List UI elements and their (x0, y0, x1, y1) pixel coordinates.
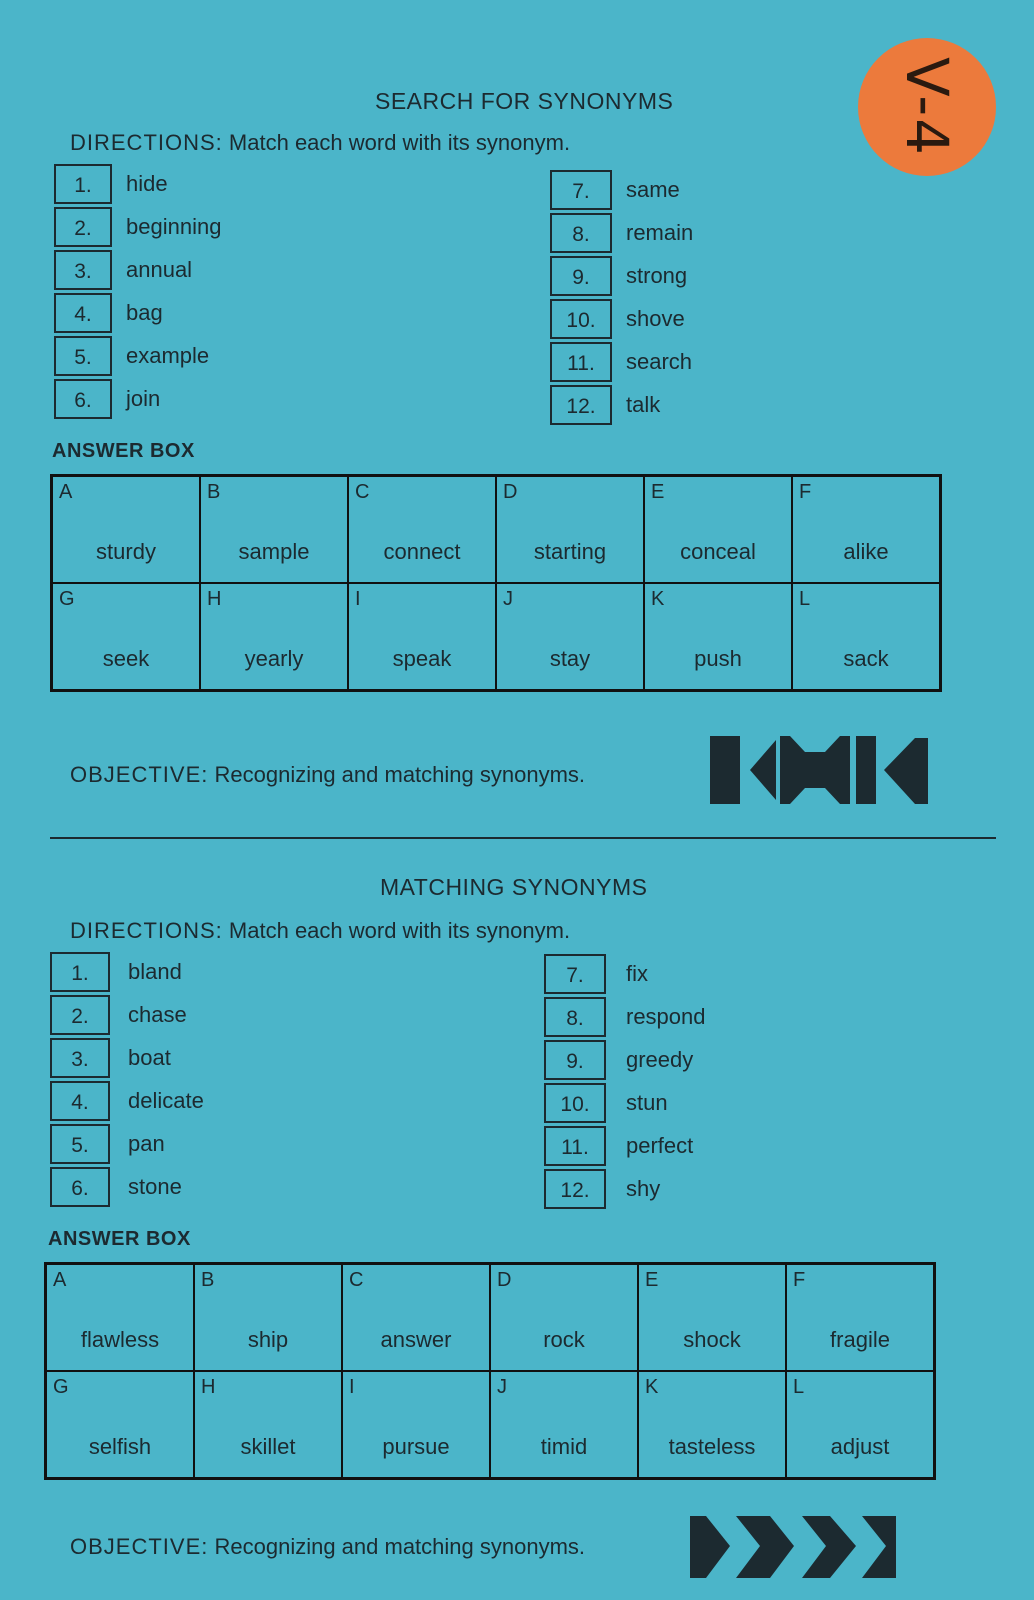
word: boat (128, 1044, 171, 1070)
card-badge (858, 38, 996, 176)
word: join (126, 385, 161, 411)
answer-cell (786, 1264, 935, 1372)
answer-letter: B (201, 1269, 215, 1291)
answer-box-label: ANSWER BOX (52, 440, 195, 462)
answer-cell (194, 1371, 342, 1479)
word: fix (626, 960, 648, 986)
word: shy (626, 1175, 661, 1201)
answer-letter: K (645, 1376, 659, 1398)
word: chase (128, 1001, 187, 1027)
answer-letter: A (59, 481, 73, 503)
list-item (54, 162, 221, 205)
list-item (550, 297, 693, 340)
directions (70, 130, 570, 156)
answer-slot[interactable]: 7. (544, 954, 606, 994)
answer-slot[interactable]: 3. (50, 1038, 110, 1078)
list-item (550, 211, 693, 254)
list-item (550, 383, 693, 426)
list-item (544, 1038, 706, 1081)
word-list-right (550, 168, 693, 426)
objective-label: OBJECTIVE: (70, 1534, 209, 1559)
answer-slot[interactable]: 1. (54, 164, 112, 204)
word: delicate (128, 1087, 204, 1113)
list-item (544, 1124, 706, 1167)
directions-text: Match each word with its synonym. (228, 918, 571, 943)
list-item (54, 377, 221, 420)
answer-slot[interactable]: 5. (50, 1124, 110, 1164)
badge-label: V-4 (893, 56, 961, 158)
answer-box (44, 1262, 936, 1480)
answer-letter: J (503, 588, 513, 610)
section-title: SEARCH FOR SYNONYMS (375, 88, 674, 114)
chevron-arrows-right-icon (690, 1512, 908, 1582)
objective (70, 762, 585, 788)
answer-word: sturdy (96, 539, 156, 564)
word: perfect (626, 1132, 694, 1158)
answer-letter: J (497, 1376, 507, 1398)
answer-letter: D (503, 481, 518, 503)
answer-letter: C (349, 1269, 364, 1291)
answer-word: tasteless (668, 1434, 756, 1459)
answer-cell (46, 1264, 195, 1372)
word-list-right (544, 952, 706, 1210)
word: respond (626, 1003, 706, 1029)
answer-word: ship (247, 1327, 289, 1352)
answer-box-label: ANSWER BOX (48, 1228, 191, 1250)
answer-word: flawless (80, 1327, 160, 1352)
word: remain (626, 219, 694, 245)
answer-letter: L (793, 1376, 805, 1398)
answer-cell (644, 476, 792, 584)
word-list-left (54, 162, 221, 420)
answer-cell (194, 1264, 342, 1372)
answer-letter: I (355, 588, 361, 610)
answer-slot[interactable]: 12. (544, 1169, 606, 1209)
answer-letter: G (53, 1376, 69, 1398)
word: bland (128, 958, 182, 984)
answer-slot[interactable]: 1. (50, 952, 110, 992)
directions (70, 918, 570, 944)
answer-cell (792, 476, 941, 584)
answer-cell (786, 1371, 935, 1479)
list-item (550, 340, 693, 383)
answer-slot[interactable]: 9. (544, 1040, 606, 1080)
answer-word: answer (380, 1327, 452, 1352)
list-item (50, 1036, 204, 1079)
answer-slot[interactable]: 8. (550, 213, 612, 253)
answer-slot[interactable]: 11. (544, 1126, 606, 1166)
objective-text: Recognizing and matching synonyms. (214, 762, 586, 787)
answer-slot[interactable]: 7. (550, 170, 612, 210)
objective (70, 1534, 585, 1560)
word: search (626, 348, 693, 374)
answer-cell (490, 1371, 638, 1479)
answer-word: stay (549, 646, 591, 671)
chevron-arrows-left-icon (710, 732, 928, 808)
word: stun (626, 1089, 668, 1115)
objective-text: Recognizing and matching synonyms. (214, 1534, 586, 1559)
list-item (54, 291, 221, 334)
answer-word: push (694, 646, 742, 671)
list-item (544, 995, 706, 1038)
directions-label: DIRECTIONS: (70, 130, 223, 155)
answer-cell (200, 583, 348, 691)
answer-word: skillet (240, 1434, 296, 1459)
directions-label: DIRECTIONS: (70, 918, 223, 943)
answer-letter: C (355, 481, 370, 503)
answer-slot[interactable]: 8. (544, 997, 606, 1037)
answer-word: conceal (680, 539, 756, 564)
directions-text: Match each word with its synonym. (228, 130, 571, 155)
answer-slot[interactable]: 12. (550, 385, 612, 425)
answer-cell (342, 1371, 490, 1479)
list-item (50, 1165, 204, 1208)
list-item (50, 950, 204, 993)
answer-cell (638, 1264, 786, 1372)
answer-slot[interactable]: 2. (54, 207, 112, 247)
word: annual (126, 256, 193, 282)
list-item (50, 993, 204, 1036)
answer-letter: B (207, 481, 221, 503)
answer-word: adjust (830, 1434, 890, 1459)
answer-letter: D (497, 1269, 512, 1291)
answer-word: rock (543, 1327, 585, 1352)
answer-letter: G (59, 588, 75, 610)
word: beginning (126, 213, 222, 239)
answer-letter: K (651, 588, 665, 610)
answer-word: sample (238, 539, 310, 564)
answer-letter: H (207, 588, 222, 610)
answer-word: shock (683, 1327, 741, 1352)
answer-cell (348, 583, 496, 691)
answer-word: seek (102, 646, 150, 671)
word: shove (626, 305, 685, 331)
answer-slot[interactable]: 5. (54, 336, 112, 376)
answer-letter: A (53, 1269, 67, 1291)
word: greedy (626, 1046, 694, 1072)
answer-slot[interactable]: 4. (54, 293, 112, 333)
answer-cell (490, 1264, 638, 1372)
section-title: MATCHING SYNONYMS (380, 874, 648, 900)
answer-word: speak (392, 646, 452, 671)
list-item (54, 205, 221, 248)
list-item (550, 168, 693, 211)
answer-cell (348, 476, 496, 584)
answer-cell (46, 1371, 195, 1479)
word: hide (126, 170, 168, 196)
answer-word: sack (843, 646, 889, 671)
answer-slot[interactable]: 4. (50, 1081, 110, 1121)
answer-word: connect (383, 539, 461, 564)
answer-cell (342, 1264, 490, 1372)
answer-word: yearly (244, 646, 304, 671)
answer-cell (52, 476, 201, 584)
answer-cell (496, 476, 644, 584)
answer-letter: F (793, 1269, 806, 1291)
answer-slot[interactable]: 6. (54, 379, 112, 419)
answer-letter: L (799, 588, 811, 610)
answer-cell (200, 476, 348, 584)
answer-slot[interactable]: 9. (550, 256, 612, 296)
answer-slot[interactable]: 2. (50, 995, 110, 1035)
answer-word: selfish (88, 1434, 152, 1459)
answer-word: timid (540, 1434, 588, 1459)
answer-cell (792, 583, 941, 691)
answer-cell (52, 583, 201, 691)
list-item (50, 1079, 204, 1122)
answer-cell (638, 1371, 786, 1479)
word: example (126, 342, 210, 368)
word: bag (126, 299, 163, 325)
answer-letter: E (645, 1269, 659, 1291)
answer-box (50, 474, 942, 692)
word: strong (626, 262, 688, 288)
answer-letter: I (349, 1376, 355, 1398)
list-item (544, 1081, 706, 1124)
answer-slot[interactable]: 10. (550, 299, 612, 339)
answer-word: pursue (382, 1434, 450, 1459)
answer-slot[interactable]: 10. (544, 1083, 606, 1123)
answer-letter: F (799, 481, 812, 503)
word: talk (626, 391, 661, 417)
list-item (54, 248, 221, 291)
answer-word: starting (533, 539, 607, 564)
answer-slot[interactable]: 6. (50, 1167, 110, 1207)
list-item (544, 952, 706, 995)
answer-cell (644, 583, 792, 691)
word-list-left (50, 950, 204, 1208)
answer-slot[interactable]: 3. (54, 250, 112, 290)
list-item (54, 334, 221, 377)
answer-cell (496, 583, 644, 691)
list-item (50, 1122, 204, 1165)
answer-slot[interactable]: 11. (550, 342, 612, 382)
word: pan (128, 1130, 165, 1156)
answer-word: fragile (830, 1327, 890, 1352)
answer-letter: H (201, 1376, 216, 1398)
list-item (544, 1167, 706, 1210)
objective-label: OBJECTIVE: (70, 762, 209, 787)
word: same (626, 176, 680, 202)
answer-word: alike (843, 539, 889, 564)
word: stone (128, 1173, 182, 1199)
list-item (550, 254, 693, 297)
answer-letter: E (651, 481, 665, 503)
section-divider (50, 837, 996, 839)
